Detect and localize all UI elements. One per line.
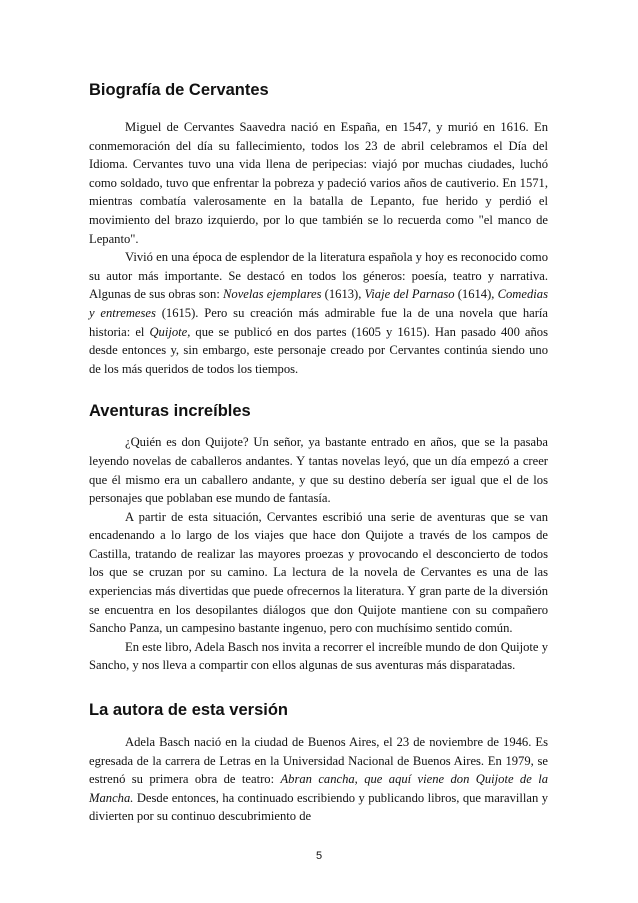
text-run: En este libro, Adela Basch nos invita a recorrer el increíble mundo de don Quijote y Sancho, y nos lleva a compartir con ellos algunas de sus aventuras más disparatadas.: [89, 639, 548, 673]
italic-text: Viaje del Parnaso: [364, 287, 455, 302]
section-heading: Aventuras increíbles: [89, 402, 251, 421]
italic-text: Novelas ejemplares: [223, 287, 322, 302]
section-biografia: [89, 80, 548, 378]
text-run: ¿Quién es don Quijote? Un señor, ya bastante entrado en años, que se la pasaba leyendo novelas de caballeros andantes. Y tantas novelas leyó, que un día empezó a creer que él mismo era un caballero andante, y que su destino debería ser igual que el de los personajes que poblaban ese mundo de fantasía.: [89, 435, 548, 506]
text-run: Vivió en una época de esplendor de la literatura española y hoy es reconocido como su autor más importante. Se destacó en todos los géneros: poesía, teatro y narrativa. Algunas de sus obras son:: [89, 250, 548, 302]
paragraph: [89, 733, 548, 826]
italic-text: Abran cancha, que aquí viene don Quijote de la Mancha.: [89, 772, 548, 805]
section-heading: La autora de esta versión: [89, 701, 288, 720]
paragraph: [89, 433, 548, 507]
section-heading: Biografía de Cervantes: [89, 81, 269, 99]
page-content: [89, 80, 548, 826]
italic-text: Comedias y entremeses: [89, 287, 548, 320]
paragraph: [89, 638, 548, 675]
text-run: (1614),: [454, 287, 498, 302]
page-number: 5: [315, 850, 323, 862]
section-aventuras: [89, 401, 548, 675]
text-run: Desde entonces, ha continuado escribiendo y publicando libros, que maravillan y divierten por su continuo descubrimiento de: [89, 790, 548, 824]
paragraph: [89, 508, 548, 638]
italic-text: Quijote,: [149, 324, 191, 339]
text-run: A partir de esta situación, Cervantes escribió una serie de aventuras que se van encadenando a lo largo de los viajes que hace don Quijote a través de los campos de Castilla, tratando de realizar las mayores proezas y provocando el desconcierto de todos los que se cruzan por su camino. La lectura de la novela de Cervantes es una de las experiencias más divertidas que puede ofrecernos la literatura. Y gran parte de la diversión se encuentra en los desopilantes diálogos que don Quijote mantiene con su compañero Sancho Panza, un campesino bastante ingenuo, pero con muchísimo sentido común.: [89, 509, 548, 636]
text-run: Miguel de Cervantes Saavedra nació en España, en 1547, y murió en 1616. En conmemoración del día su fallecimiento, todos los 23 de abril celebramos el Día del Idioma. Cervantes tuvo una vida llena de peripecias: viajó por muchas ciudades, luchó como soldado, tuvo que enfrentar la pobreza y padeció varios años de cautiverio. En 1571, mientras combatía valerosamente en la batalla de Lepanto, fue herido y perdió el movimiento del brazo izquierdo, por lo que también se lo recuerda como "el manco de Lepanto".: [89, 120, 548, 246]
text-run: (1615). Pero su creación más admirable fue la de una novela que haría historia: el: [89, 305, 548, 339]
text-run: Adela Basch nació en la ciudad de Buenos Aires, el 23 de noviembre de 1946. Es egresada de la carrera de Letras en la Universidad Nacional de Buenos Aires. En 1979, se estrenó su primera obra de teatro:: [89, 735, 548, 787]
text-run: (1613),: [321, 287, 365, 302]
text-run: que se publicó en dos partes (1605 y 1615). Han pasado 400 años desde entonces y, sin embargo, este personaje creado por Cervantes continúa siendo uno de los más queridos de todos los tiempos.: [89, 324, 548, 376]
paragraph: [89, 118, 548, 248]
paragraph: [89, 248, 548, 378]
section-autora: [89, 700, 548, 826]
